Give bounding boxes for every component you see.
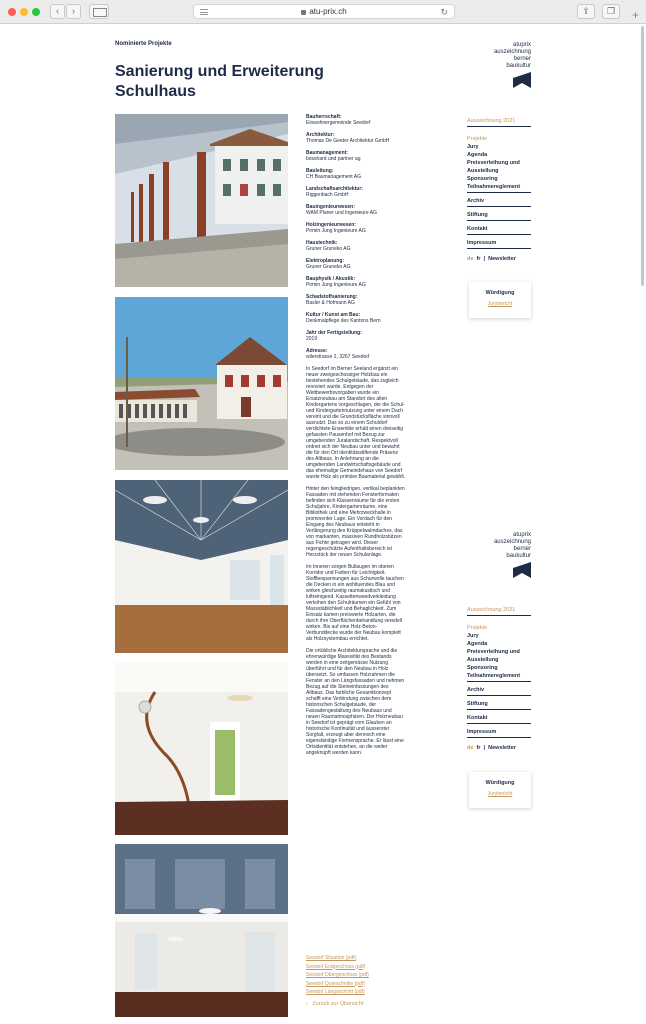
pdf-link[interactable]: Seedorf Erdgeschoss (pdf)	[306, 963, 366, 970]
lang-fr[interactable]: fr	[476, 745, 481, 751]
side-nav	[467, 606, 531, 752]
info-block	[306, 312, 406, 324]
info-label: Bauleitung:	[306, 168, 334, 174]
nav-item-jury[interactable]: Jury	[467, 633, 479, 639]
divider: |	[483, 745, 486, 751]
new-tab-icon[interactable]: +	[632, 8, 640, 22]
close-window-button[interactable]	[8, 8, 16, 16]
info-label: Holzingenieurwesen:	[306, 222, 357, 228]
info-value: Gruner Gruneko AG	[306, 264, 351, 270]
back-icon[interactable]: ‹	[50, 4, 65, 19]
back-to-overview-link[interactable]	[306, 1001, 363, 1007]
card-title: Würdigung	[485, 780, 515, 786]
info-block	[306, 258, 406, 270]
url-text: atu-prix.ch	[309, 7, 347, 16]
info-value: Riggenbach GmbH	[306, 192, 349, 198]
pdf-link[interactable]: Seedorf Längsschnitt (pdf)	[306, 989, 365, 995]
pdf-link[interactable]: Seedorf Obergeschoss (pdf)	[306, 972, 369, 978]
info-block	[306, 330, 406, 342]
nav-item-impressum[interactable]: Impressum	[467, 728, 531, 738]
info-value: CH Baumanagement AG	[306, 174, 362, 180]
info-block	[306, 294, 406, 306]
share-icon[interactable]: ⇪	[577, 4, 595, 19]
logo-line: baukultur	[506, 553, 531, 559]
info-value: Gruner Gruneko AG	[306, 246, 351, 252]
info-label: Elektroplanung:	[306, 258, 345, 264]
info-label: Schadstoffsanierung:	[306, 294, 358, 300]
flag-icon	[513, 562, 531, 578]
browser-toolbar	[0, 0, 646, 24]
info-label: Jahr der Fertigstellung:	[306, 330, 362, 336]
language-switch	[467, 744, 531, 752]
nav-item-teilnahmereglement[interactable]: Teilnahmereglement	[467, 672, 531, 682]
info-value: wilerstrasse 2, 3267 Seedorf	[306, 354, 370, 360]
info-label: Landschaftsarchitektur:	[306, 186, 363, 192]
chevron-left-icon: ‹	[306, 1001, 308, 1007]
address-bar[interactable]	[193, 4, 455, 19]
logo-line: atuprix	[512, 42, 531, 48]
logo-line: atuprix	[512, 532, 531, 538]
info-block	[306, 132, 406, 144]
logo[interactable]	[471, 532, 531, 582]
logo-line: berner	[513, 56, 531, 62]
zoom-window-button[interactable]	[32, 8, 40, 16]
nav-item-preisverleihung[interactable]: Preisverleihung und Ausstellung	[467, 160, 520, 174]
nav-item-stiftung[interactable]: Stiftung	[467, 211, 531, 221]
scrollbar[interactable]	[641, 26, 644, 286]
jurybericht-link[interactable]: Jurybericht	[487, 301, 513, 307]
info-block	[306, 240, 406, 252]
nav-item-kontakt[interactable]: Kontakt	[467, 714, 531, 724]
info-value: Thomas De Geeter Architektur GmbH	[306, 138, 390, 144]
description-paragraph: In Seedorf im Berner Seeland ergänzt ein neuer zweigeschossiger Holzbau ein bestehendes Schulgebäude, das zugleich renoviert wurde. Entgegen der Wettbewerbsvorgaben wurde ein Ersatzneubau am Standort des alten Kindergartens vorgeschlagen, der die Schul- und Kindergartennutzung unter einem Dach vereint und die Grundstücksfläche sinnvoll ausnutzt. Das so zu einem Schuldorf verdichtete Ensemble erhält einen dreiseitig gefassten Pausenhof mit Bezug zur umgebenden Juralandschaft. Respektvoll ordnet sich der Neubau unter und bewahrt die für den Ort identitätsstiftende Präsenz des Altbaus. In Anlehnung an die umgebenden Landwirtschaftsgebäude und das ehemalige Gemeindehaus von Seedorf wurde Holz als primäre Baumaterial gewählt.	[306, 366, 406, 480]
photo-hall	[115, 480, 288, 653]
divider: |	[483, 256, 486, 262]
tabs-icon[interactable]: ❐	[602, 4, 620, 19]
info-block	[306, 204, 406, 216]
pdf-link[interactable]: Seedorf Situation (pdf)	[306, 955, 357, 961]
nav-item-archiv[interactable]: Archiv	[467, 686, 531, 696]
breadcrumb[interactable]: Nominierte Projekte	[115, 41, 172, 47]
nav-item-archiv[interactable]: Archiv	[467, 197, 531, 207]
info-block	[306, 150, 406, 162]
logo-line: auszeichnung	[493, 49, 531, 55]
reload-icon[interactable]: ↻	[440, 7, 448, 17]
info-value: Pirmin Jung Ingenieure AG	[306, 228, 366, 234]
nav-item-projekte[interactable]: Projekte	[467, 136, 488, 142]
info-label: Architektur:	[306, 132, 335, 138]
nav-item-stiftung[interactable]: Stiftung	[467, 700, 531, 710]
lang-fr[interactable]: fr	[476, 256, 481, 262]
minimize-window-button[interactable]	[20, 8, 28, 16]
nav-item-teilnahmereglement[interactable]: Teilnahmereglement	[467, 183, 531, 193]
info-value: bosshard und partner ag	[306, 156, 361, 162]
info-block	[306, 222, 406, 234]
wuerdigung-card	[469, 772, 531, 808]
sidebar-icon[interactable]	[89, 4, 109, 19]
info-value: Einwohnergemeinde Seedorf	[306, 120, 371, 126]
reader-icon[interactable]	[200, 9, 208, 15]
info-block	[306, 168, 406, 180]
jurybericht-link[interactable]: Jurybericht	[487, 791, 513, 797]
card-title: Würdigung	[485, 290, 515, 296]
nav-award[interactable]: Auszeichnung 2021	[467, 117, 531, 127]
info-block	[306, 276, 406, 288]
logo[interactable]	[471, 42, 531, 92]
pdf-link[interactable]: Seedorf Querschnitte (pdf)	[306, 980, 365, 987]
logo-line: baukultur	[506, 63, 531, 69]
lang-de[interactable]: de	[467, 745, 474, 751]
nav-item-kontakt[interactable]: Kontakt	[467, 225, 531, 235]
wuerdigung-card	[469, 282, 531, 318]
description-paragraph: Die ortübliche Architektursprache und die ehrenwürdige Massivität des Bestands werden in eine zeitgemässe Nutzung überführt und für den Neubau in Holz übersetzt. So umfassen Holzrahmen die Fenster an den Längsfassaden und nehmen Bezug auf die Steineinfassungen des Altbaus. Das farbliche Gesamtkonzept schafft eine Verbindung zwischen dem historischen Schulgebäude, der Fassadengestaltung des Neubaus und neuen Raumatmosphären. Der Holzneubau in Seedorf ist geprägt vom Glauben an historische Kontinuität und äusserster Sorgfalt, erzeugt aber dennoch eine eigenständige Formensprache. Er lässt eine Ortsidentität entstehen, an die weiter angeknüpft werden kann.	[306, 648, 405, 756]
info-value: Basler & Hofmann AG	[306, 300, 355, 306]
nav-award[interactable]: Auszeichnung 2021	[467, 606, 531, 616]
photo-colonnade	[115, 114, 288, 287]
info-block	[306, 348, 406, 360]
info-value: WAM Planer und Ingenieure AG	[306, 210, 377, 216]
language-switch	[467, 255, 531, 263]
project-info	[306, 114, 406, 762]
info-label: Haustechnik:	[306, 240, 338, 246]
newsletter-link[interactable]: Newsletter	[488, 256, 516, 262]
photo-stair	[115, 662, 288, 835]
nav-item-preisverleihung[interactable]: Preisverleihung und Ausstellung	[467, 649, 520, 663]
info-value: Denkmalpflege des Kantons Bern	[306, 318, 381, 324]
logo-line: auszeichnung	[493, 539, 531, 545]
nav-item-agenda[interactable]: Agenda	[467, 641, 488, 647]
info-label: Baumanagement:	[306, 150, 348, 156]
photo-classroom	[115, 844, 288, 1017]
side-nav	[467, 117, 531, 263]
info-value: 2019	[306, 336, 318, 342]
nav-item-sponsoring[interactable]: Sponsoring	[467, 665, 498, 671]
info-label: Adresse:	[306, 348, 328, 354]
nav-item-projekte[interactable]: Projekte	[467, 625, 488, 631]
lock-icon	[301, 10, 306, 15]
back-link-label: Zurück zur Übersicht	[312, 1001, 364, 1007]
nav-item-jury[interactable]: Jury	[467, 144, 479, 150]
lang-de[interactable]: de	[467, 256, 474, 262]
description-paragraph: Im Inneren sorgen Bullaugen im oberen Korridor und Farben für Leichtigkeit. Stoffbespannungen aus Schurwolle tauchen die Decken in ein wohltuendes Blau und wirken gleichzeitig raumakustisch und luftreinigend. Kassettenwandverkleidung verleihen den Schulräumen ein Gefühl von Massstäblichkeit und Behaglichkeit. Zum Einsatz kamen preiswerte Holzarten, die durch ihre Oberflächenbehandlung veredelt wirken. Bis auf eine Holz-Beton-Verbunddecke wurde der Neubau komplett als Holzsystembau errichtet.	[306, 564, 404, 642]
info-label: Bauphysik / Akustik:	[306, 276, 355, 282]
nav-item-sponsoring[interactable]: Sponsoring	[467, 176, 498, 182]
info-block	[306, 114, 406, 126]
info-label: Bauingenieurwesen:	[306, 204, 355, 210]
nav-item-agenda[interactable]: Agenda	[467, 152, 488, 158]
flag-icon	[513, 72, 531, 88]
info-label: Bauherrschaft:	[306, 114, 342, 120]
page-title: Sanierung und Erweiterung Schulhaus	[115, 63, 324, 100]
info-label: Kultur / Kunst am Bau:	[306, 312, 361, 318]
forward-icon[interactable]: ›	[66, 4, 81, 19]
info-block	[306, 186, 406, 198]
description-paragraph: Hinter den feingliedrigen, vertikal beplankten Fassaden mit stehenden Fensterformaten befinden sich Klassenräume für die ersten Schuljahre, Kindergartenräume, eine Bibliothek und eine Mehrzweckhalle in prominenter Lage. Ein Vordach für den Eingang des Neubaus entsteht in Verlängerung des Krüppelwalmdaches, das von markanten, massiven Rundholzstützen aus Fichte getragen wird. Dieser regengeschützte Aufenthaltsbereich ist Herzstück der neuen Schulanlage.	[306, 486, 405, 558]
pdf-links	[306, 954, 406, 997]
logo-line: berner	[513, 546, 531, 552]
nav-item-impressum[interactable]: Impressum	[467, 239, 531, 249]
info-value: Pirmin Jung Ingenieure AG	[306, 282, 366, 288]
newsletter-link[interactable]: Newsletter	[488, 745, 516, 751]
photo-exterior	[115, 297, 288, 470]
